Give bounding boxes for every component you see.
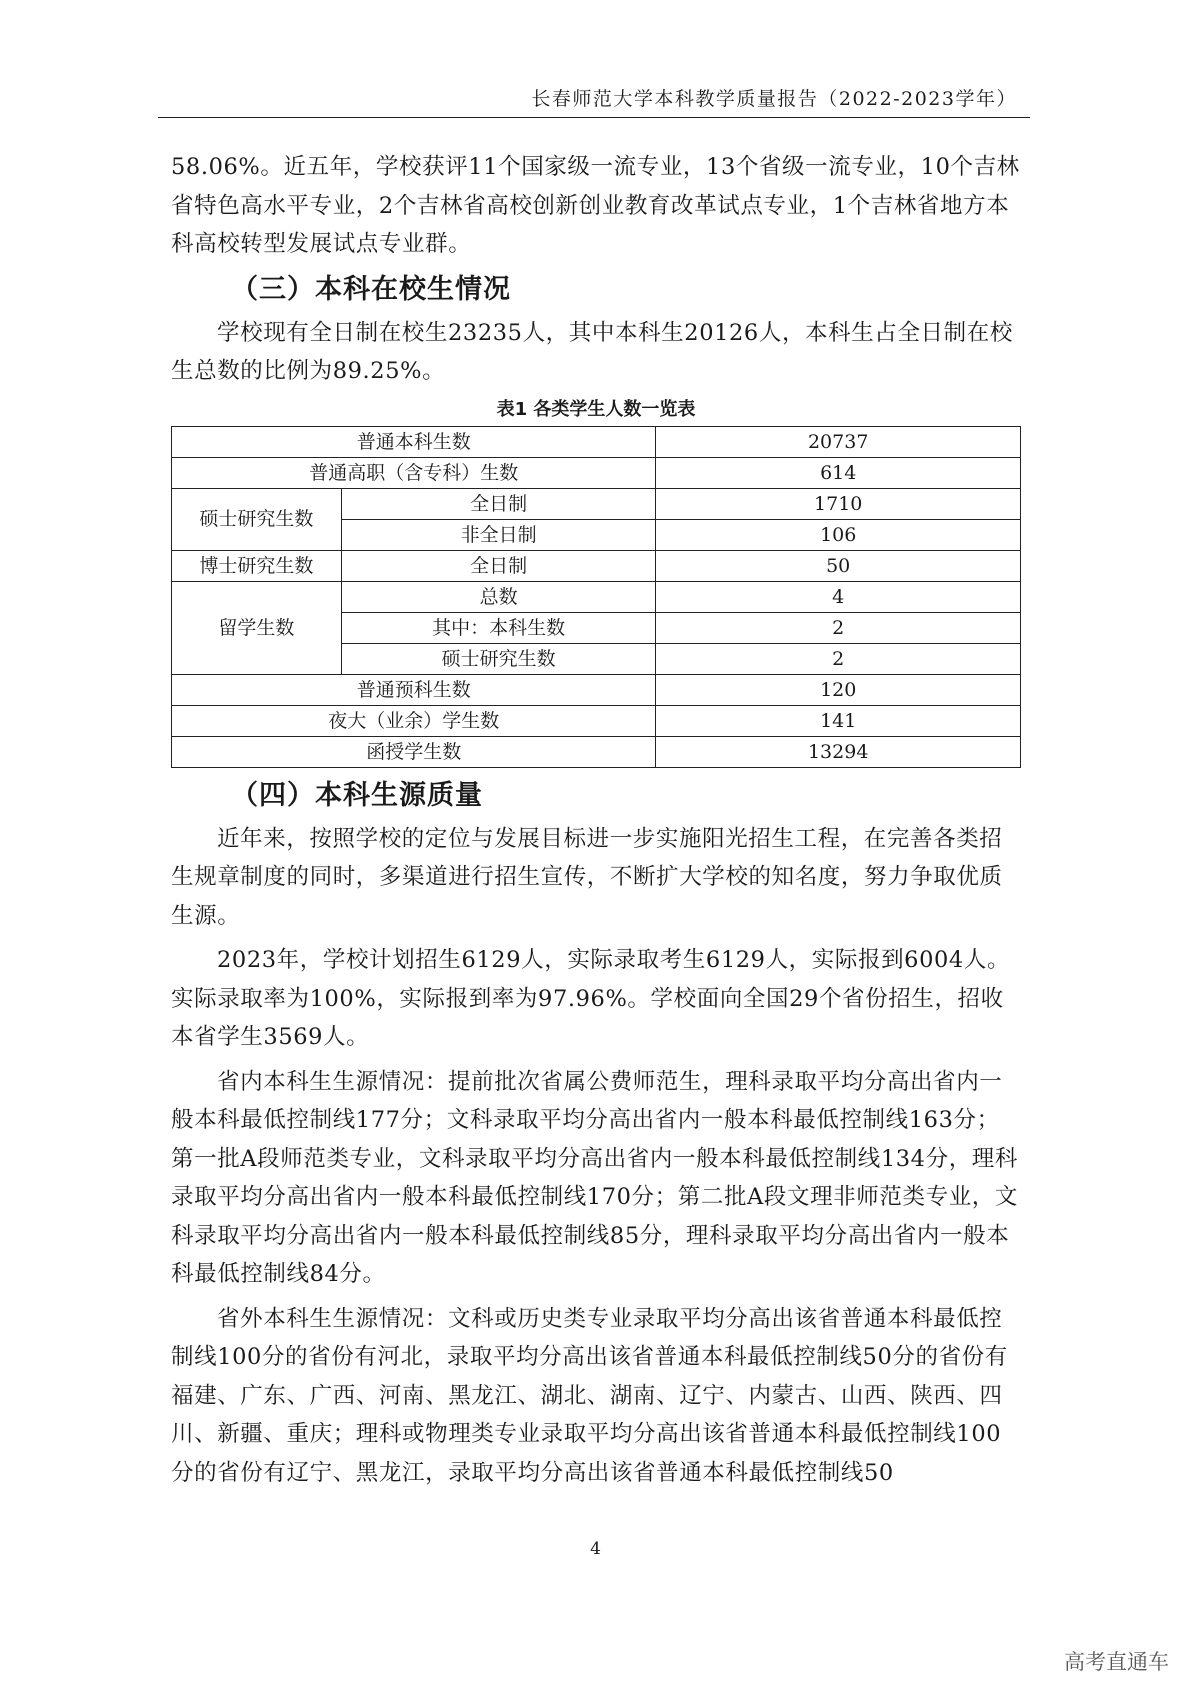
- table-cell-label: 其中：本科生数: [341, 612, 656, 643]
- table-cell-value: 2: [656, 643, 1021, 674]
- section-heading-4: （四）本科生源质量: [231, 779, 483, 811]
- table-cell-label: 函授学生数: [172, 736, 656, 767]
- table-cell-value: 20737: [656, 426, 1021, 457]
- table-group-label: 留学生数: [172, 581, 342, 674]
- continued-paragraph: 58.06%。近五年，学校获评11个国家级一流专业，13个省级一流专业，10个吉林省特色高水平专业，2个吉林省高校创新创业教育改革试点专业，1个吉林省地方本科高校转型发展试点专业群。: [171, 154, 1020, 257]
- table-cell-value: 4: [656, 581, 1021, 612]
- table-cell-label: 全日制: [341, 488, 656, 519]
- table-row: [172, 736, 1021, 767]
- table-row: [172, 674, 1021, 705]
- section-3-paragraph: 学校现有全日制在校生23235人，其中本科生20126人，本科生占全日制在校生总数的比例为89.25%。: [171, 319, 1013, 384]
- table-cell-value: 50: [656, 550, 1021, 581]
- table-cell-label: 普通预科生数: [172, 674, 656, 705]
- table-cell-label: 非全日制: [341, 519, 656, 550]
- table-group-label: 硕士研究生数: [172, 488, 342, 550]
- table-cell-value: 141: [656, 705, 1021, 736]
- header-divider: [158, 117, 1030, 118]
- watermark-text: 高考直通车: [1064, 1650, 1169, 1674]
- running-header: 长春师范大学本科教学质量报告（2022-2023学年）: [531, 88, 1017, 110]
- table-row: [172, 457, 1021, 488]
- section-4-paragraph-2: 2023年，学校计划招生6129人，实际录取考生6129人，实际报到6004人。实际录取率为100%，实际报到率为97.96%。学校面向全国29个省份招生，招收本省学生3569人。: [171, 947, 1011, 1050]
- table-cell-value: 13294: [656, 736, 1021, 767]
- table-cell-label: 总数: [341, 581, 656, 612]
- table-cell-value: 614: [656, 457, 1021, 488]
- page-number: 4: [590, 1539, 601, 1559]
- table-cell-label: 普通本科生数: [172, 426, 656, 457]
- section-4-paragraph-4: 省外本科生生源情况：文科或历史类专业录取平均分高出该省普通本科最低控制线100分的省份有河北，录取平均分高出该省普通本科最低控制线50分的省份有福建、广东、广西、河南、黑龙江、湖北、湖南、辽宁、内蒙古、山西、陕西、四川、新疆、重庆；理科或物理类专业录取平均分高出该省普通本科最低控制线100分的省份有辽宁、黑龙江，录取平均分高出该省普通本科最低控制线50: [171, 1305, 1008, 1486]
- table-row: [172, 705, 1021, 736]
- table-cell-label: 全日制: [341, 550, 656, 581]
- page-content: [171, 148, 1021, 1492]
- section-heading-3: （三）本科在校生情况: [231, 273, 511, 305]
- table-cell-value: 120: [656, 674, 1021, 705]
- table-cell-value: 2: [656, 612, 1021, 643]
- table-row: [172, 581, 1021, 612]
- table-row: [172, 550, 1021, 581]
- table-group-label: 博士研究生数: [172, 550, 342, 581]
- table-cell-label: 普通高职（含专科）生数: [172, 457, 656, 488]
- table-cell-label: 夜大（业余）学生数: [172, 705, 656, 736]
- section-4-paragraph-3: 省内本科生生源情况：提前批次省属公费师范生，理科录取平均分高出省内一般本科最低控制线177分；文科录取平均分高出省内一般本科最低控制线163分；第一批A段师范类专业，文科录取平均分高出省内一般本科最低控制线134分，理科录取平均分高出省内一般本科最低控制线170分；第二批A段文理非师范类专业，文科录取平均分高出省内一般本科最低控制线85分，理科录取平均分高出省内一般本科最低控制线84分。: [171, 1068, 1018, 1287]
- table-caption: 表1 各类学生人数一览表: [496, 398, 696, 420]
- table-cell-value: 1710: [656, 488, 1021, 519]
- table-row: [172, 426, 1021, 457]
- table-row: [172, 488, 1021, 519]
- student-count-table: [171, 426, 1021, 768]
- section-4-paragraph-1: 近年来，按照学校的定位与发展目标进一步实施阳光招生工程，在完善各类招生规章制度的同时，多渠道进行招生宣传，不断扩大学校的知名度，努力争取优质生源。: [171, 825, 1003, 929]
- table-cell-value: 106: [656, 519, 1021, 550]
- table-cell-label: 硕士研究生数: [341, 643, 656, 674]
